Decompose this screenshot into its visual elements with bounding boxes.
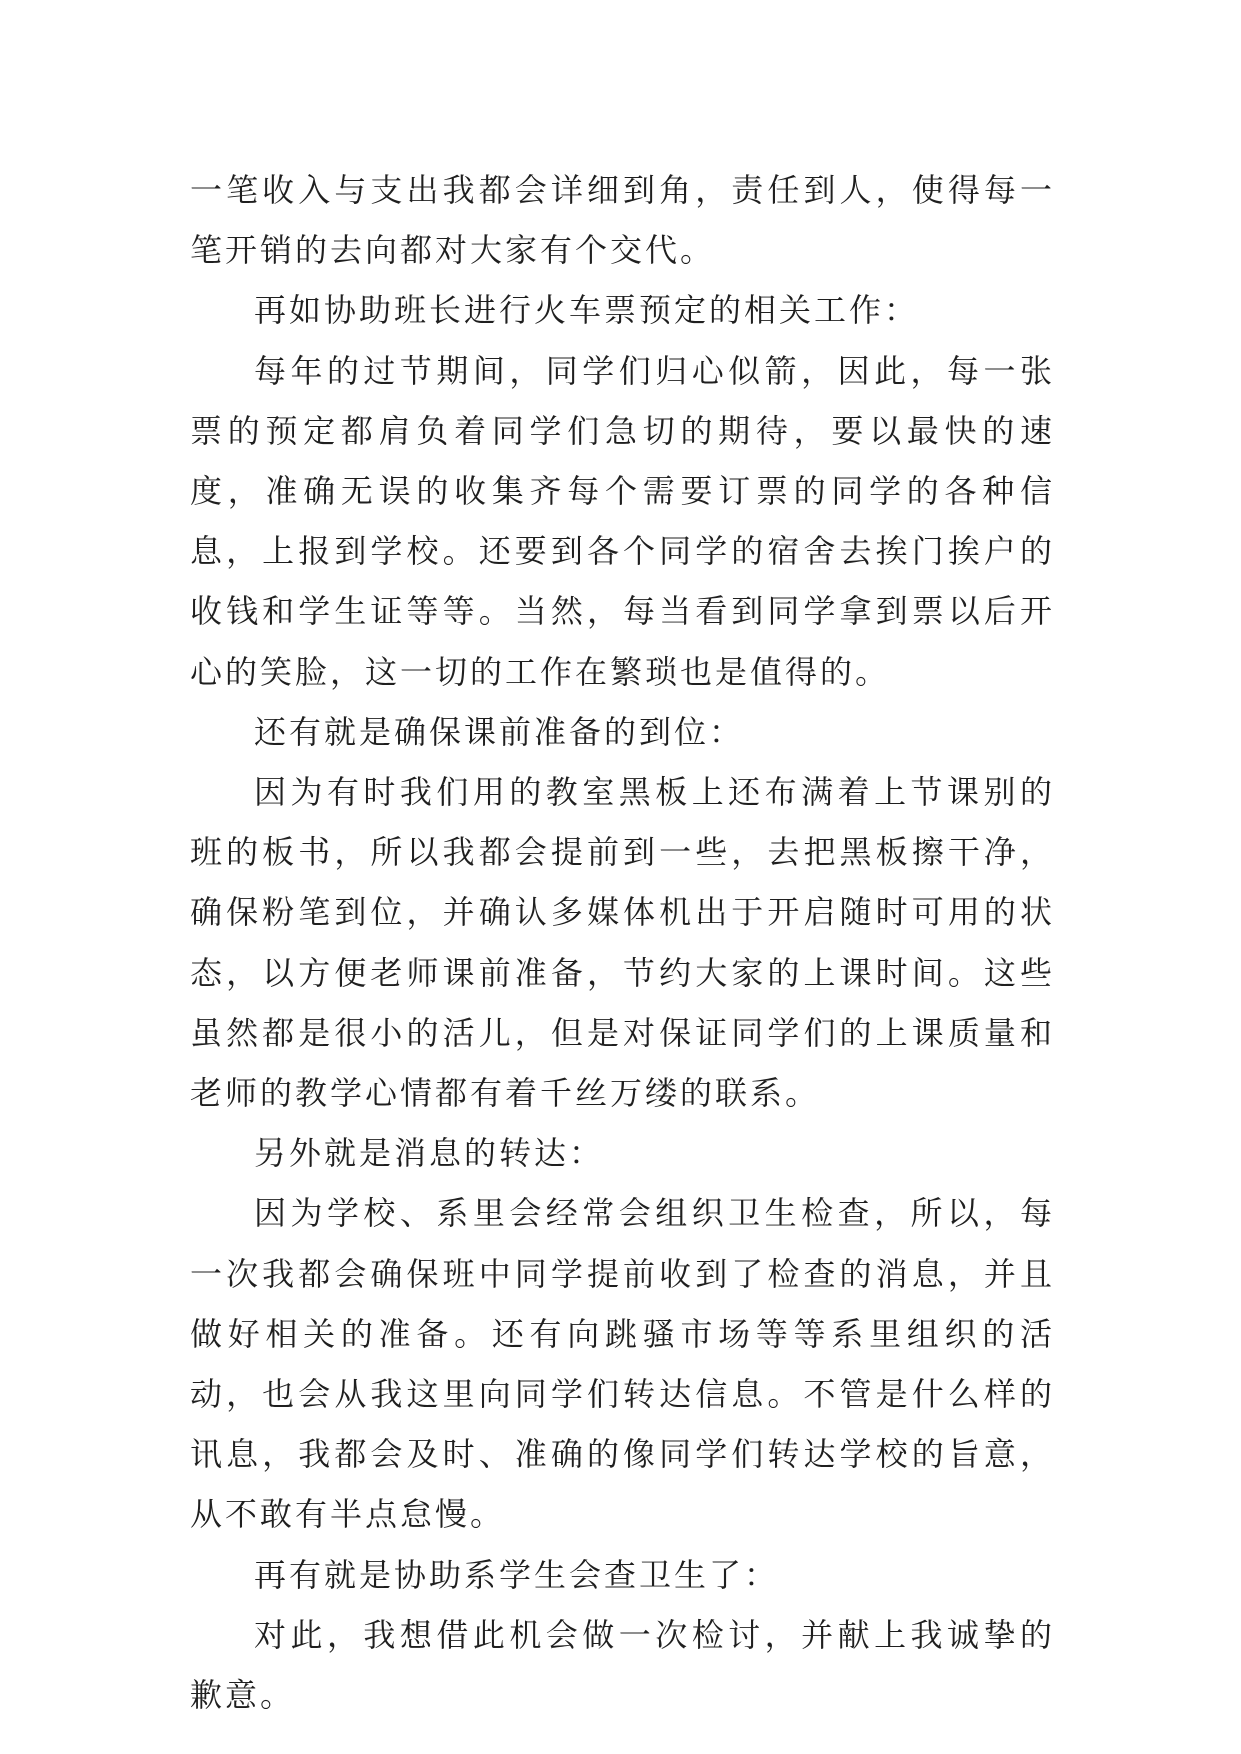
body-text: [190, 160, 1055, 1725]
paragraph-3: 每年的过节期间，同学们归心似箭，因此，每一张票的预定都肩负着同学们急切的期待，要以最快的速度，准确无误的收集齐每个需要订票的同学的各种信息，上报到学校。还要到各个同学的宿舍去挨门挨户的收钱和学生证等等。当然，每当看到同学拿到票以后开心的笑脸，这一切的工作在繁琐也是值得的。: [190, 351, 1055, 691]
paragraph-7: 因为学校、系里会经常会组织卫生检查，所以，每一次我都会确保班中同学提前收到了检查的消息，并且做好相关的准备。还有向跳骚市场等等系里组织的活动，也会从我这里向同学们转达信息。不管是什么样的讯息，我都会及时、准确的像同学们转达学校的旨意，从不敢有半点怠慢。: [190, 1194, 1055, 1534]
paragraph-2: 再如协助班长进行火车票预定的相关工作：: [254, 291, 920, 330]
paragraph-1: 一笔收入与支出我都会详细到角，责任到人，使得每一笔开销的去向都对大家有个交代。: [190, 171, 1055, 270]
paragraph-9: 对此，我想借此机会做一次检讨，并献上我诚挚的歉意。: [190, 1615, 1055, 1715]
paragraph-5: 因为有时我们用的教室黑板上还布满着上节课别的班的板书，所以我都会提前到一些，去把黑板擦干净，确保粉笔到位，并确认多媒体机出于开启随时可用的状态，以方便老师课前准备，节约大家的上课时间。这些虽然都是很小的活儿，但是对保证同学们的上课质量和老师的教学心情都有着千丝万缕的联系。: [190, 773, 1055, 1113]
paragraph-4: 还有就是确保课前准备的到位：: [254, 712, 745, 751]
paragraph-8: 再有就是协助系学生会查卫生了：: [254, 1555, 780, 1594]
paragraph-6: 另外就是消息的转达：: [254, 1134, 605, 1173]
